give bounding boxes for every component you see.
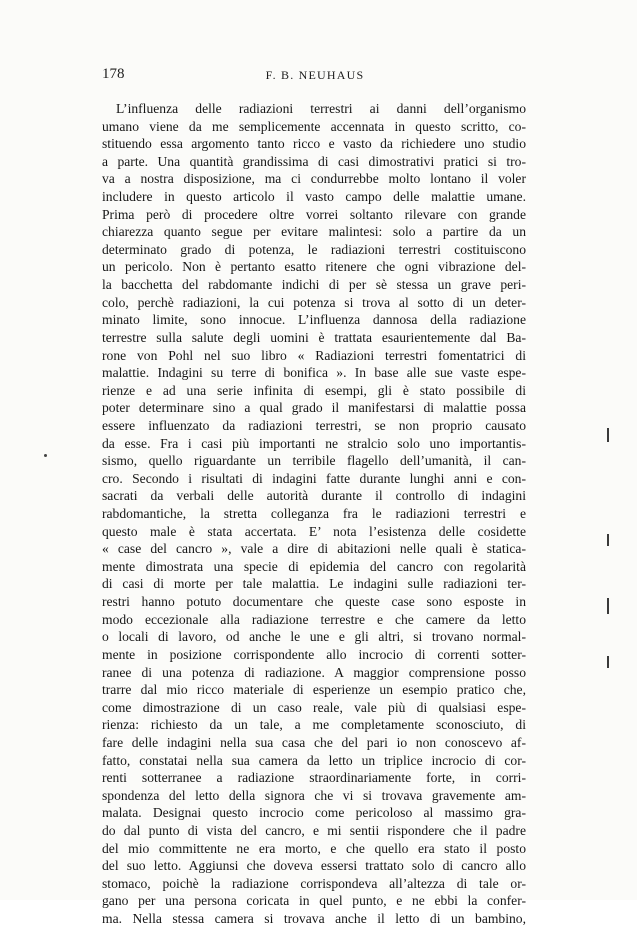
- text-line: mente in posizione corrispondente allo incrocio di correnti sotter-: [102, 646, 526, 662]
- text-line: ma. Nella stessa camera si trovava anche il letto di un bambino,: [102, 911, 526, 927]
- text-line: sacrati da verbali delle autorità durante il controllo di indagini: [102, 488, 526, 504]
- text-line: includere in questo articolo il vasto campo delle malattie umane.: [102, 189, 526, 205]
- text-line: va a nostra disposizione, ma ci condurrebbe molto lontano il voler: [102, 171, 526, 187]
- text-line: rabdomantiche, la stretta colleganza fra le radiazioni terrestri e: [102, 506, 526, 522]
- text-line: trarre dal mio ricco materiale di esperienze un esempio pratico che,: [102, 682, 526, 698]
- text-line: gano per una persona coricata in quel punto, e ne ebbi la confer-: [102, 893, 526, 909]
- text-line: determinato grado di potenza, le radiazioni terrestri costituiscono: [102, 241, 526, 257]
- text-line: un pericolo. Non è pertanto esatto ritenere che ogni vibrazione del-: [102, 259, 526, 275]
- text-line: minato limite, sono innocue. L’influenza dannosa della radiazione: [102, 312, 526, 328]
- text-line: sismo, quello riguardante un terribile flagello dell’umanità, il can-: [102, 453, 526, 469]
- text-line: cro. Secondo i risultati di indagini fatte durante lunghi anni e con-: [102, 470, 526, 486]
- text-line: modo eccezionale alla radiazione terrestre e che camere da letto: [102, 611, 526, 627]
- scan-margin-mark: [607, 428, 609, 442]
- text-line: umano viene da me semplicemente accennata in questo scritto, co-: [102, 118, 526, 134]
- running-head: F. B. NEUHAUS: [265, 68, 365, 82]
- text-line: stomaco, poichè la radiazione corrispondeva all’altezza di tale or-: [102, 875, 526, 891]
- text-line: stituendo essa argomento tanto ricco e vasto da richiedere uno studio: [102, 136, 526, 152]
- scan-margin-mark: [607, 598, 609, 614]
- scan-speck: [44, 454, 47, 457]
- text-line: Prima però di procedere oltre vorrei soltanto rilevare con grande: [102, 206, 526, 222]
- body-text: [102, 100, 526, 928]
- text-line: a parte. Una quantità grandissima di casi dimostrativi pratici si tro-: [102, 153, 526, 169]
- text-line: chiarezza quanto segue per evitare malintesi: solo a partire da un: [102, 224, 526, 240]
- text-line: o locali di lavoro, od anche le une e gli altri, si trovano normal-: [102, 629, 526, 645]
- text-line: rone von Pohl nel suo libro « Radiazioni terrestri fomentatrici di: [102, 347, 526, 363]
- text-line: do dal punto di vista del cancro, e mi sentii rispondere che il padre: [102, 822, 526, 838]
- scan-margin-mark: [607, 656, 609, 668]
- text-line: da esse. Fra i casi più importanti ne stralcio solo uno importantis-: [102, 435, 526, 451]
- text-line: renti sotterranee a radiazione straordinariamente forte, in corri-: [102, 770, 526, 786]
- text-line: poter determinare sino a qual grado il manifestarsi di malattie possa: [102, 400, 526, 416]
- text-line: del mio committente ne era morto, e che quello era stato il posto: [102, 840, 526, 856]
- text-line: terrestre sulla salute degli uomini è trattata esaurientemente dal Ba-: [102, 329, 526, 345]
- text-line: malattie. Indagini su terre di bonifica ». In base alle sue vaste espe-: [102, 365, 526, 381]
- text-line: rienze e ad una serie infinita di esempi, gli è stato possibile di: [102, 382, 526, 398]
- text-line: fatto, constatai nella sua camera da letto un triplice incrocio di cor-: [102, 752, 526, 768]
- text-line: questo male è stata accertata. E’ nota l’esistenza delle cosidette: [102, 523, 526, 539]
- page-header: [102, 66, 528, 88]
- text-line: « case del cancro », vale a dire di abitazioni nelle quali è statica-: [102, 541, 526, 557]
- scan-margin-mark: [607, 534, 609, 546]
- text-line: mente dimostrata una specie di epidemia del cancro con regolarità: [102, 558, 526, 574]
- text-line: come dimostrazione di un caso reale, vale più di qualsiasi espe-: [102, 699, 526, 715]
- text-line: del suo letto. Aggiunsi che doveva essersi trattato solo di cancro allo: [102, 858, 526, 874]
- text-line: L’influenza delle radiazioni terrestri ai danni dell’organismo: [116, 101, 526, 116]
- text-line: di casi di morte per tale malattia. Le indagini sulle radiazioni ter-: [102, 576, 526, 592]
- text-line: la bacchetta del rabdomante indichi di per sè stessa un grave peri-: [102, 277, 526, 293]
- text-line: ranee di una potenza di radiazione. A maggior comprensione posso: [102, 664, 526, 680]
- text-line: fare delle indagini nella sua casa che del pari io non conoscevo af-: [102, 734, 526, 750]
- text-line: colo, perchè radiazioni, la cui potenza si trova al sotto di un deter-: [102, 294, 526, 310]
- text-line: restri hanno potuto documentare che queste case sono esposte in: [102, 594, 526, 610]
- text-line: malata. Designai questo incrocio come pericoloso al massimo gra-: [102, 805, 526, 821]
- text-line: spondenza del letto della signora che vi si trovava gravemente am-: [102, 787, 526, 803]
- page-number: 178: [102, 66, 125, 82]
- text-line: rienza: richiesto da un tale, a me completamente sconosciuto, di: [102, 717, 526, 733]
- text-line: essere influenzato da radiazioni terrestri, se non proprio causato: [102, 417, 526, 433]
